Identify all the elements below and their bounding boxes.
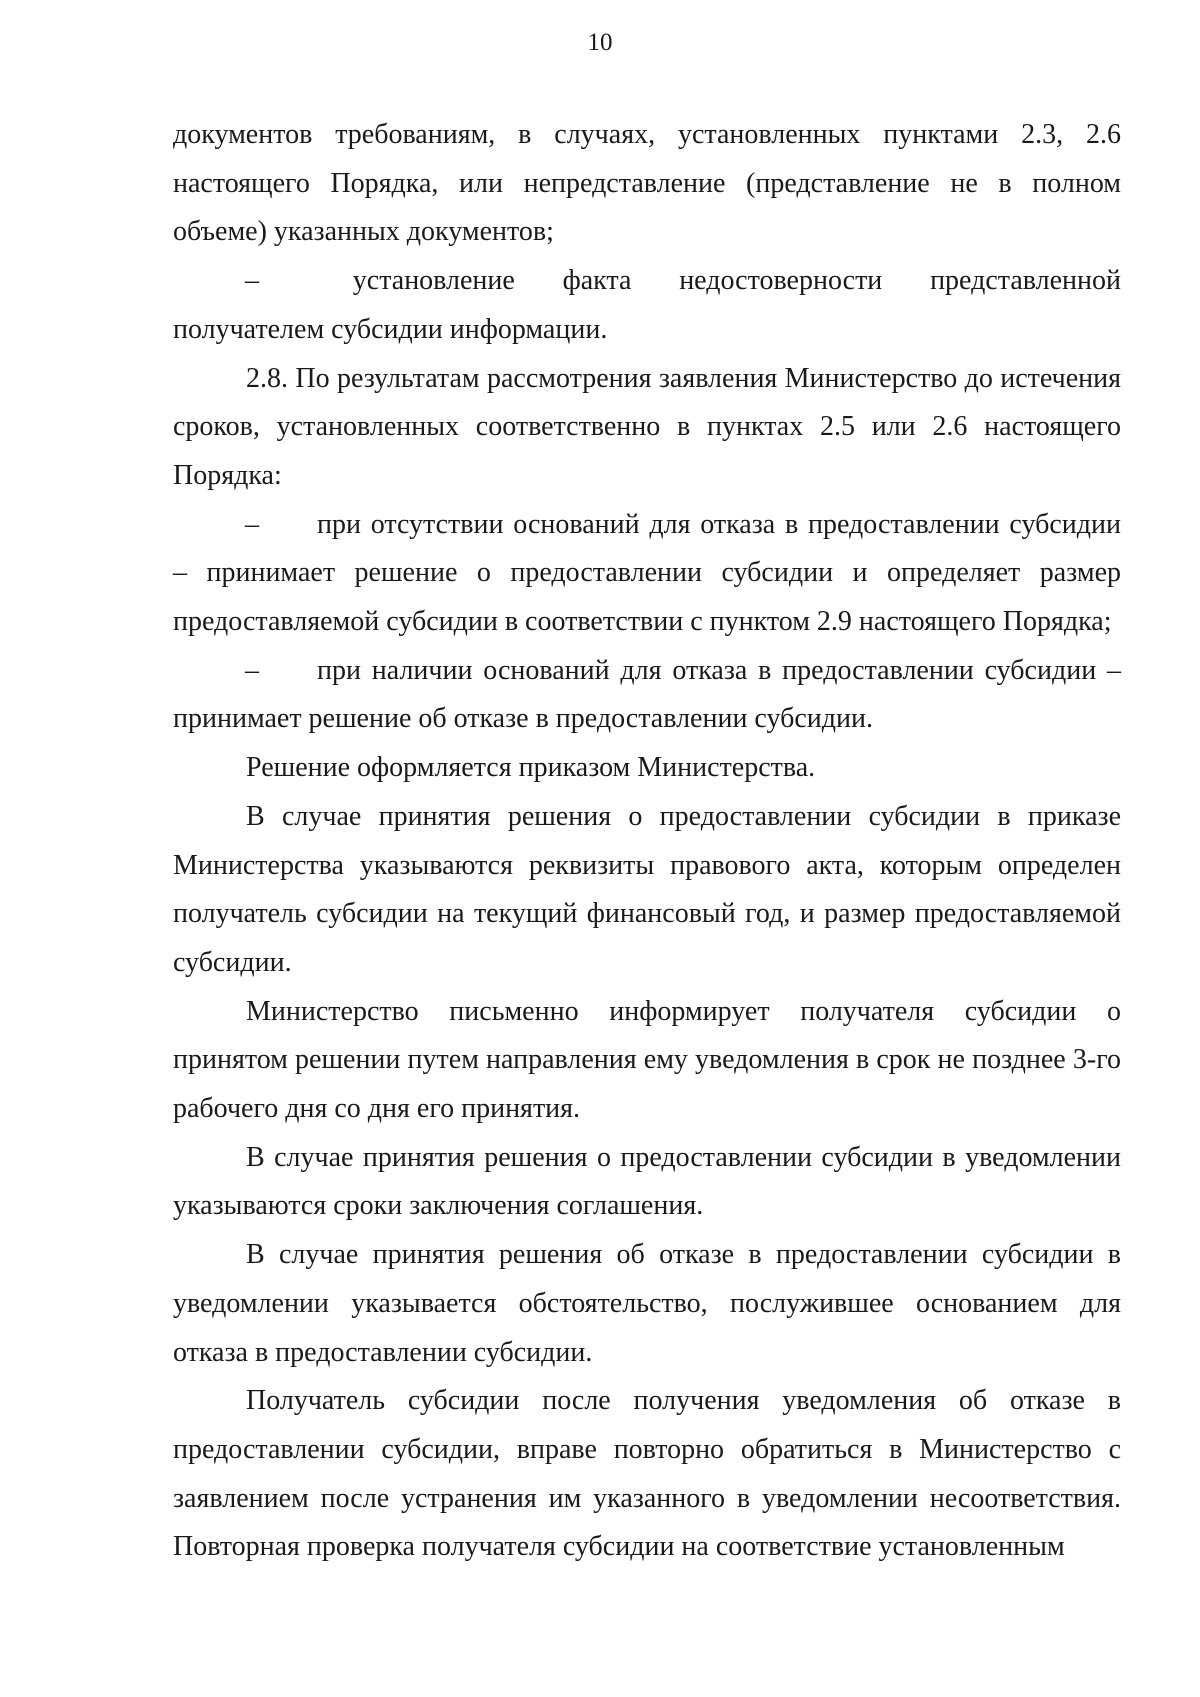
paragraph-ministry-informs: Министерство письменно информирует получателя субсидии о принятом решении путем направления ему уведомления в срок не позднее 3-го рабочего дня со дня его принятия. [173, 995, 1121, 1125]
paragraph-agreement-terms: В случае принятия решения о предоставлении субсидии в уведомлении указываются сроки заключения соглашения. [173, 1141, 1121, 1222]
paragraph-refusal-circumstance: В случае принятия решения об отказе в предоставлении субсидии в уведомлении указывается обстоятельство, послужившее основанием для отказа в предоставлении субсидии. [173, 1239, 1121, 1368]
dash-marker: – [245, 654, 259, 686]
paragraph-order-details: В случае принятия решения о предоставлении субсидии в приказе Министерства указываются реквизиты правового акта, которым определен получатель субсидии на текущий финансовый год, и размер предоставляемой субсидии. [173, 800, 1121, 978]
list-item-grounds-text: при наличии оснований для отказа в предоставлении субсидии – принимает решение об отказе в предоставлении субсидии. [173, 654, 1121, 735]
list-item-false-information-line1 [173, 257, 1121, 306]
paragraph-repeat-application: Получатель субсидии после получения уведомления об отказе в предоставлении субсидии, вправе повторно обратиться в Министерство с заявлением после устранения им указанного в уведомлении несоответствия. Повторная проверка получателя субсидии на соответствие установленным [173, 1385, 1121, 1563]
list-item-false-information-line2: получателем субсидии информации. [173, 313, 608, 345]
list-word: недостоверности [679, 265, 883, 297]
list-item-no-grounds-text: при отсутствии оснований для отказа в предоставлении субсидии – принимает решение о предоставлении субсидии и определяет размер предоставляемой субсидии в соответствии с пунктом 2.9 настоящего Порядка; [173, 508, 1121, 638]
dash-marker: – [245, 508, 259, 540]
dash-marker: – [245, 265, 259, 297]
list-word: факта [562, 265, 632, 297]
paragraph-section-2-8: 2.8. По результатам рассмотрения заявления Министерство до истечения сроков, установленных соответственно в пунктах 2.5 или 2.6 настоящего Порядка: [173, 362, 1121, 491]
list-word: представленной [930, 265, 1121, 297]
list-item-no-grounds [173, 501, 1121, 647]
list-word: установление [352, 265, 515, 297]
document-body [173, 111, 1121, 1572]
list-item-grounds-for-refusal [173, 647, 1121, 744]
page-number: 10 [587, 29, 613, 56]
paragraph-decision-order: Решение оформляется приказом Министерства. [246, 752, 816, 784]
paragraph-documents-requirements: документов требованиям, в случаях, установленных пунктами 2.3, 2.6 настоящего Порядка, или непредставление (представление не в полном объеме) указанных документов; [173, 119, 1121, 248]
